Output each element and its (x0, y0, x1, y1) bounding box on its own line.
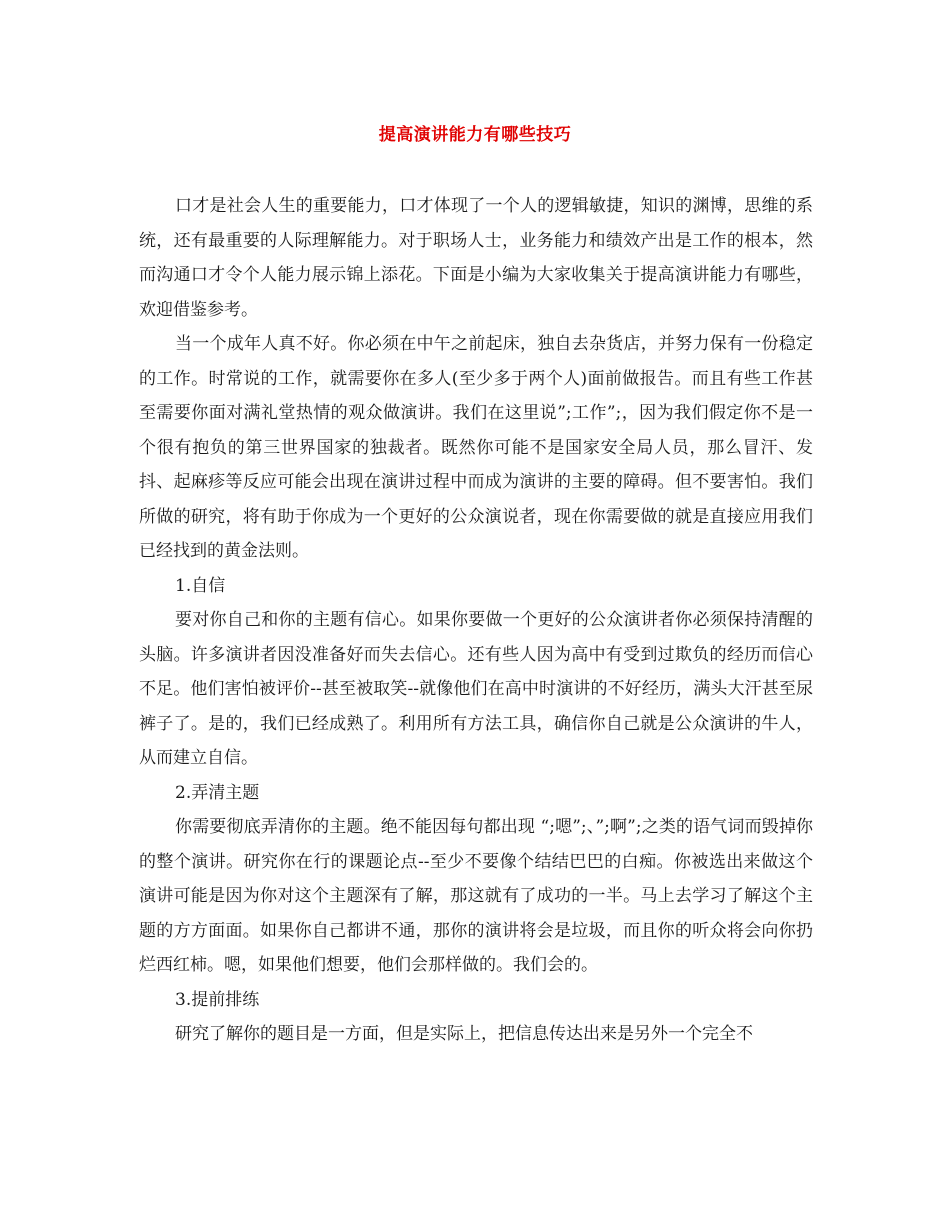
body-paragraph: 当一个成年人真不好。你必须在中午之前起床，独自去杂货店，并努力保有一份稳定的工作。时常说的工作，就需要你在多人(至少多于两个人)面前做报告。而且有些工作甚至需要你面对满礼堂热情的观众做演讲。我们在这里说”;工作”;，因为我们假定你不是一个很有抱负的第三世界国家的独裁者。既然你可能不是国家安全局人员，那么冒汗、发抖、起麻疹等反应可能会出现在演讲过程中而成为演讲的主要的障碍。但不要害怕。我们所做的研究，将有助于你成为一个更好的公众演说者，现在你需要做的就是直接应用我们已经找到的黄金法则。 (139, 334, 813, 561)
body-paragraph: 要对你自己和你的主题有信心。如果你要做一个更好的公众演讲者你必须保持清醒的头脑。许多演讲者因没准备好而失去信心。还有些人因为高中有受到过欺负的经历而信心不足。他们害怕被评价--甚至被取笑--就像他们在高中时演讲的不好经历，满头大汗甚至尿裤子了。是的，我们已经成熟了。利用所有方法工具，确信你自己就是公众演讲的牛人，从而建立自信。 (139, 610, 813, 768)
document-title: 提高演讲能力有哪些技巧 (378, 125, 572, 145)
body-paragraph: 你需要彻底弄清你的主题。绝不能因每句都出现 “;嗯”;、”;啊”;之类的语气词而毁掉你的整个演讲。研究你在行的课题论点--至少不要像个结结巴巴的白痴。你被选出来做这个演讲可能是因为你对这个主题深有了解，那这就有了成功的一半。马上去学习了解这个主题的方方面面。如果你自己都讲不通，那你的演讲将会是垃圾，而且你的听众将会向你扔烂西红柿。嗯，如果他们想要，他们会那样做的。我们会的。 (139, 817, 813, 975)
body-paragraph: 研究了解你的题目是一方面，但是实际上，把信息传达出来是另外一个完全不 (175, 1024, 753, 1044)
intro-paragraph: 口才是社会人生的重要能力，口才体现了一个人的逻辑敏捷，知识的渊博，思维的系统，还有最重要的人际理解能力。对于职场人士，业务能力和绩效产出是工作的根本，然而沟通口才令个人能力展示锦上添花。下面是小编为大家收集关于提高演讲能力有哪些，欢迎借鉴参考。 (139, 196, 813, 320)
section-heading-rehearse: 3.提前排练 (175, 989, 260, 1010)
document-body (139, 189, 813, 1052)
section-heading-confidence: 1.自信 (175, 575, 226, 596)
section-heading-topic: 2.弄清主题 (175, 782, 260, 803)
